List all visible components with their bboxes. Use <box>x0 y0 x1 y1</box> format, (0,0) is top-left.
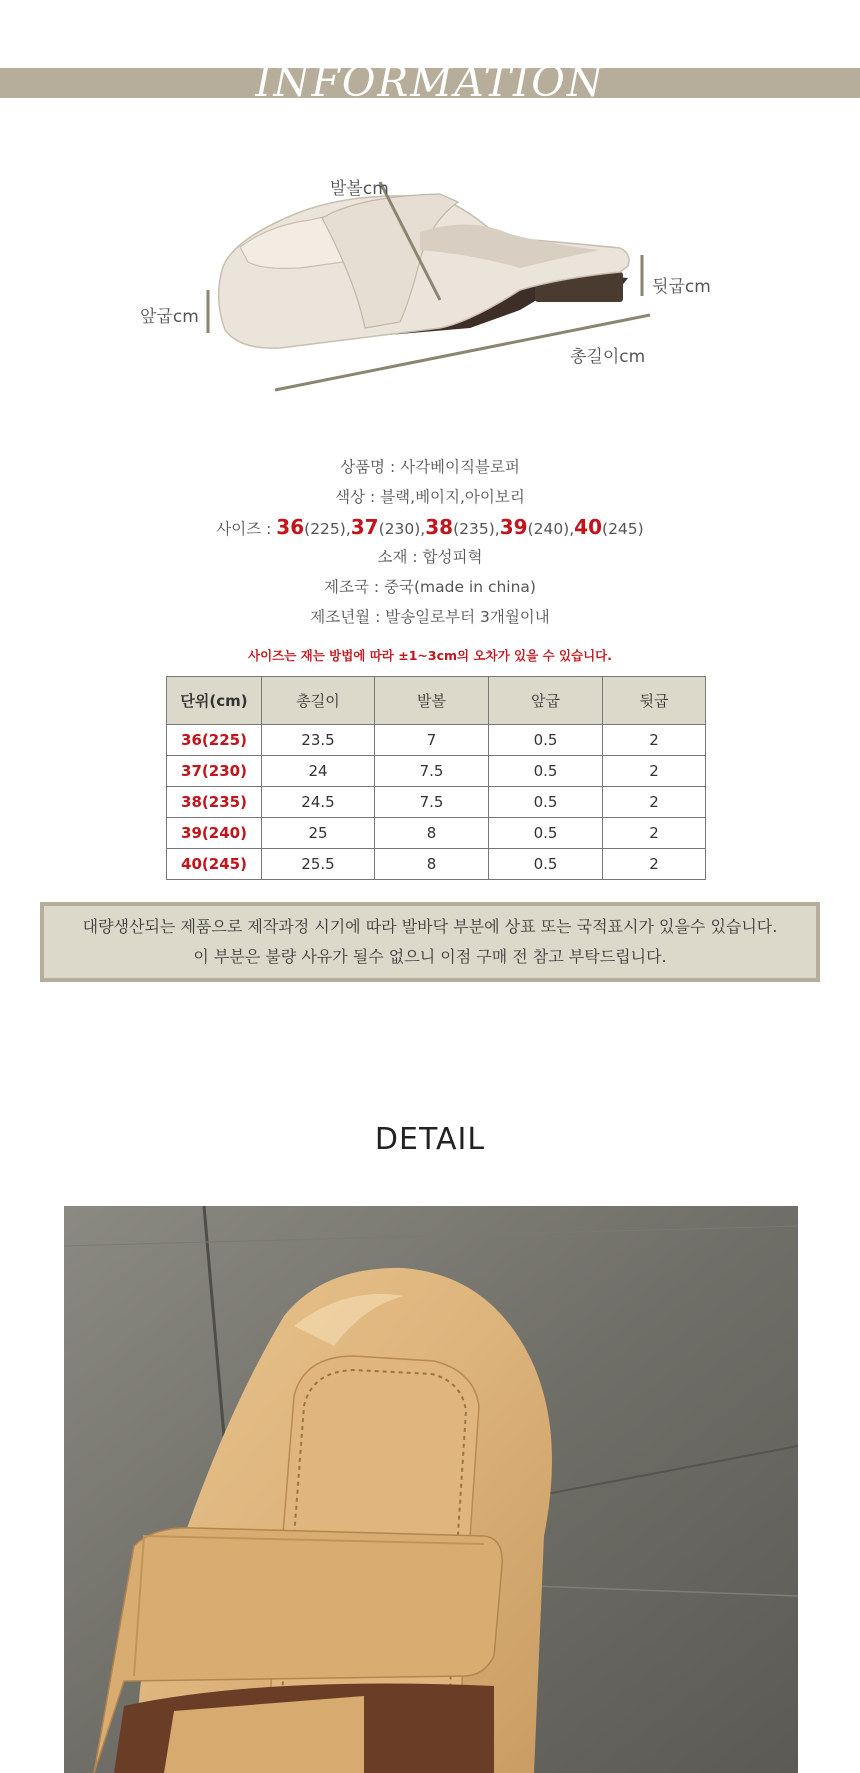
table-cell: 7.5 <box>375 756 489 787</box>
size-mm: (225) <box>304 520 346 538</box>
ball-width-label: 발볼cm <box>330 179 389 199</box>
table-row <box>167 756 706 787</box>
size-number: 39 <box>499 515 528 539</box>
table-cell: 23.5 <box>262 725 375 756</box>
table-cell: 8 <box>375 818 489 849</box>
notice-box <box>40 902 820 982</box>
size-mm: (235) <box>453 520 495 538</box>
front-heel-label: 앞굽cm <box>140 307 199 327</box>
table-cell: 2 <box>603 849 706 880</box>
table-header-cell: 발볼 <box>375 677 489 725</box>
table-row <box>167 725 706 756</box>
table-header-cell: 뒷굽 <box>603 677 706 725</box>
table-header-cell: 앞굽 <box>489 677 603 725</box>
size-table <box>166 676 706 880</box>
table-cell: 38(235) <box>167 787 262 818</box>
table-row <box>167 818 706 849</box>
table-cell: 36(225) <box>167 725 262 756</box>
product-info <box>0 452 860 632</box>
product-manufacture-date: 제조년월 : 발송일로부터 3개월이내 <box>310 608 550 626</box>
table-cell: 7 <box>375 725 489 756</box>
table-cell: 2 <box>603 725 706 756</box>
table-cell: 37(230) <box>167 756 262 787</box>
notice-line-2: 이 부분은 불량 사유가 될수 없으니 이점 구매 전 참고 부탁드립니다. <box>193 947 667 966</box>
size-separator: , <box>345 520 351 538</box>
measure-note: 사이즈는 재는 방법에 따라 ±1~3cm의 오차가 있을 수 있습니다. <box>248 648 612 663</box>
product-color: 색상 : 블랙,베이지,아이보리 <box>335 488 525 506</box>
table-header-row <box>167 677 706 725</box>
table-header-cell: 총길이 <box>262 677 375 725</box>
table-cell: 2 <box>603 756 706 787</box>
table-cell: 25 <box>262 818 375 849</box>
detail-photo <box>64 1206 798 1773</box>
measurement-diagram <box>0 150 860 410</box>
size-number: 38 <box>425 515 454 539</box>
notice-line-1: 대량생산되는 제품으로 제작과정 시기에 따라 발바닥 부분에 상표 또는 국적표시가 있을수 있습니다. <box>82 917 778 936</box>
product-sizes <box>0 512 860 542</box>
table-cell: 2 <box>603 818 706 849</box>
total-length-label: 총길이cm <box>570 347 646 367</box>
sizes-prefix: 사이즈 : <box>216 520 277 538</box>
product-material: 소재 : 합성피혁 <box>377 548 483 566</box>
table-cell: 24 <box>262 756 375 787</box>
size-mm: (240) <box>527 520 570 538</box>
table-row <box>167 849 706 880</box>
table-cell: 2 <box>603 787 706 818</box>
table-cell: 24.5 <box>262 787 375 818</box>
size-mm: (245) <box>602 520 644 538</box>
size-number: 36 <box>276 515 305 539</box>
size-mm: (230) <box>378 520 421 538</box>
table-cell: 7.5 <box>375 787 489 818</box>
size-number: 40 <box>574 515 603 539</box>
table-cell: 8 <box>375 849 489 880</box>
section-title-detail: DETAIL <box>374 1122 486 1157</box>
size-separator: , <box>494 520 500 538</box>
size-separator: , <box>569 520 575 538</box>
shoe-closeup-image <box>64 1206 798 1773</box>
table-cell: 0.5 <box>489 818 603 849</box>
size-separator: , <box>420 520 426 538</box>
shoe-illustration <box>0 150 860 410</box>
table-cell: 0.5 <box>489 725 603 756</box>
size-number: 37 <box>350 515 379 539</box>
table-row <box>167 787 706 818</box>
product-name: 상품명 : 사각베이직블로퍼 <box>340 458 520 476</box>
section-title-information: INFORMATION <box>255 58 605 106</box>
table-cell: 39(240) <box>167 818 262 849</box>
back-heel-label: 뒷굽cm <box>652 277 711 297</box>
table-cell: 0.5 <box>489 787 603 818</box>
table-header-cell: 단위(cm) <box>167 677 262 725</box>
product-origin: 제조국 : 중국(made in china) <box>324 578 536 596</box>
table-cell: 0.5 <box>489 849 603 880</box>
table-cell: 40(245) <box>167 849 262 880</box>
table-cell: 0.5 <box>489 756 603 787</box>
table-cell: 25.5 <box>262 849 375 880</box>
